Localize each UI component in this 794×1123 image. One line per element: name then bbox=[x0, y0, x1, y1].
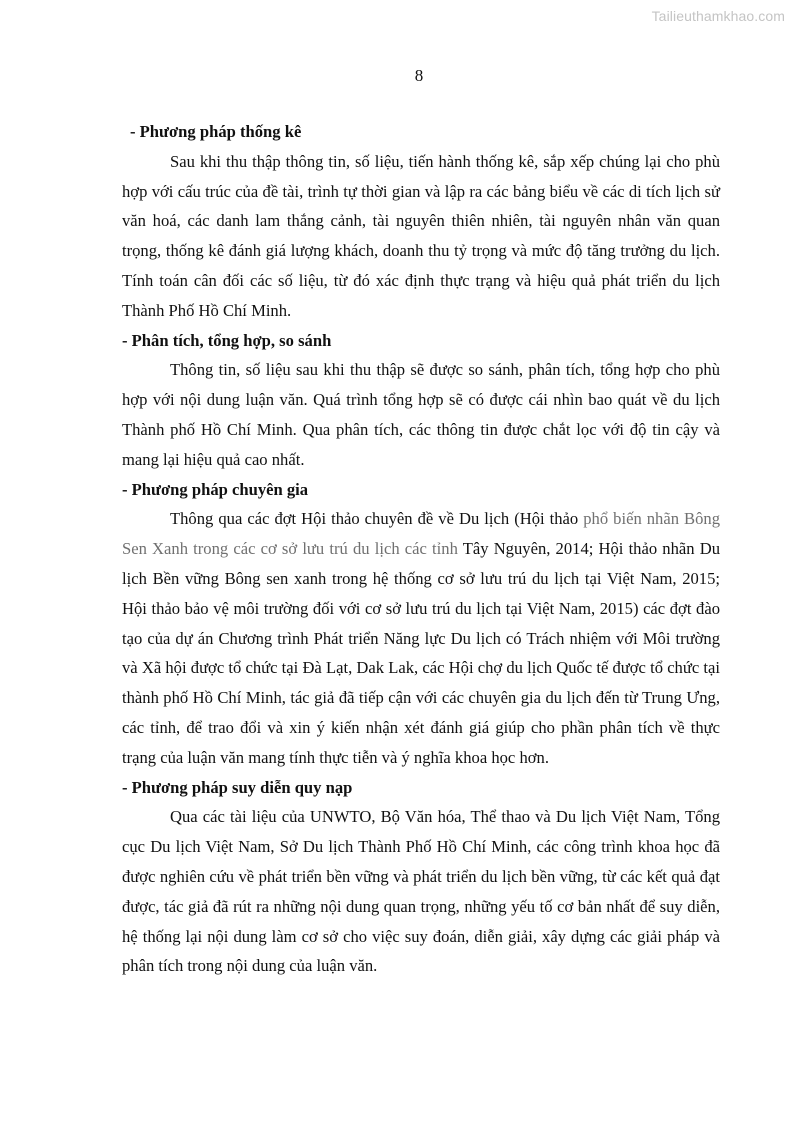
paragraph-expert-part-3: Tây Nguyên, 2014; Hội thảo nhãn Du lịch Bền vững Bông sen xanh trong hệ thống cơ sở lưu trú du lịch tại Việt Nam, 2015; Hội thảo bảo vệ môi trường đối với cơ sở lưu trú du lịch tại Việt Nam, 2015) các đợt đào tạo của dự án Chương trình Phát triển Năng lực Du lịch có Trách nhiệm với Môi trường và Xã hội được tổ chức tại Đà Lạt, Dak Lak, các Hội chợ du lịch Quốc tế được tổ chức tại thành phố Hồ Chí Minh, tác giả đã tiếp cận với các chuyên gia du lịch đến từ Trung Ưng, các tỉnh, để trao đổi và xin ý kiến nhận xét đánh giá giúp cho phần phân tích về thực trạng của luận văn mang tính thực tiễn và ý nghĩa khoa học hơn. bbox=[122, 539, 721, 767]
section-heading-statistics: - Phương pháp thống kê bbox=[130, 122, 302, 141]
paragraph-expert bbox=[122, 504, 720, 772]
paragraph-statistics: Sau khi thu thập thông tin, số liệu, tiến hành thống kê, sắp xếp chúng lại cho phù hợp với cấu trúc của đề tài, trình tự thời gian và lập ra các bảng biểu về các di tích lịch sử văn hoá, các danh lam thắng cảnh, tài nguyên thiên nhiên, tài nguyên nhân văn quan trọng, thống kê đánh giá lượng khách, doanh thu tỷ trọng và mức độ tăng trưởng du lịch. Tính toán cân đối các số liệu, từ đó xác định thực trạng và hiệu quả phát triển du lịch Thành Phố Hồ Chí Minh. bbox=[122, 151, 720, 320]
paragraph-analysis: Thông tin, số liệu sau khi thu thập sẽ được so sánh, phân tích, tổng hợp cho phù hợp với nội dung luận văn. Quá trình tổng hợp sẽ có được cái nhìn bao quát về du lịch Thành phố Hồ Chí Minh. Qua phân tích, các thông tin được chắt lọc với độ tin cậy và mang lại hiệu quả cao nhất. bbox=[122, 360, 720, 469]
page-number: 8 bbox=[414, 66, 424, 85]
watermark: Tailieuthamkhao.com bbox=[651, 8, 785, 24]
section-heading-expert: - Phương pháp chuyên gia bbox=[122, 479, 309, 499]
paragraph-expert-part-1: Thông qua các đợt Hội thảo chuyên đề về Du lịch (Hội thảo bbox=[170, 509, 584, 529]
paragraph-expert-part-2: phổ biến nhãn Bông Sen Xanh trong các cơ sở lưu trú du lịch các tỉnh bbox=[122, 509, 721, 559]
paragraph-induction: Qua các tài liệu của UNWTO, Bộ Văn hóa, Thể thao và Du lịch Việt Nam, Tổng cục Du lịch Việt Nam, Sở Du lịch Thành Phố Hồ Chí Minh, các công trình khoa học đã được nghiên cứu về phát triển bền vững và phát triển du lịch bền vững, từ các kết quả đạt được, tác giả đã rút ra những nội dung quan trọng, những yếu tố cơ bản nhất để suy diễn, hệ thống lại nội dung làm cơ sở cho việc suy đoán, diễn giải, xây dựng các giải pháp và phân tích trong nội dung của luận văn. bbox=[122, 807, 720, 976]
section-heading-analysis: - Phân tích, tổng hợp, so sánh bbox=[122, 330, 332, 350]
section-heading-induction: - Phương pháp suy diễn quy nạp bbox=[122, 777, 353, 797]
document-body bbox=[122, 117, 720, 981]
